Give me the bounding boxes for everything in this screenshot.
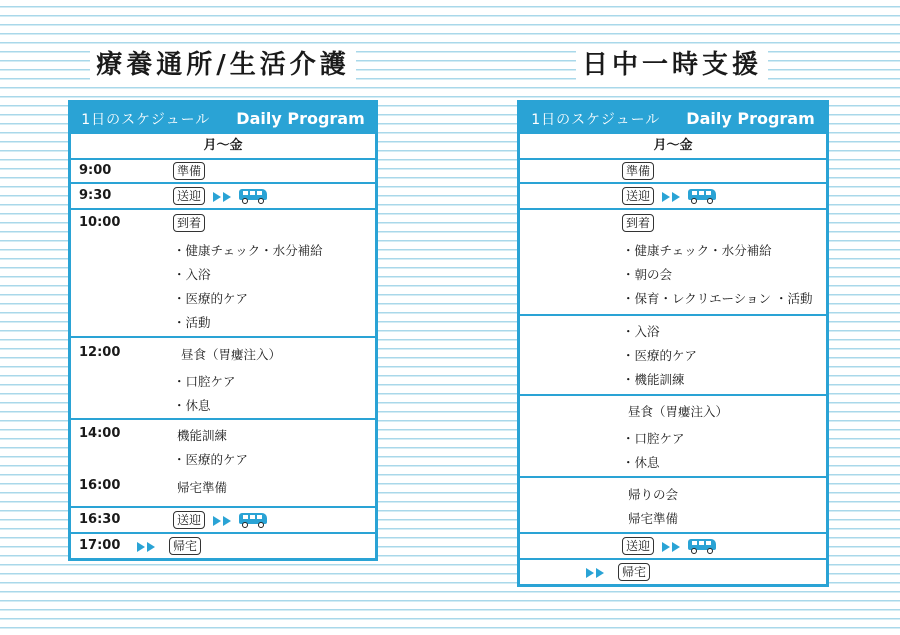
play-arrow-icon (586, 568, 604, 578)
schedule-row (520, 210, 826, 316)
time: 14:00 (79, 426, 121, 441)
table-header (520, 103, 826, 134)
activity-item: ・休息 (173, 398, 211, 413)
activity-item: ・医療的ケア (173, 291, 249, 306)
activity-item: ・活動 (173, 315, 211, 330)
days-label: 月～金 (520, 134, 826, 160)
schedule-row (71, 508, 375, 534)
activity-label: 機能訓練 (177, 428, 228, 443)
dropoff-box: 送迎 (622, 537, 654, 555)
activity-item: ・機能訓練 (622, 372, 685, 387)
schedule-row (520, 160, 826, 184)
activity-item: ・健康チェック・水分補給 (622, 243, 772, 258)
return-home-box: 帰宅 (169, 537, 201, 555)
dropoff-box: 送迎 (173, 511, 205, 529)
pickup-box: 送迎 (622, 187, 654, 205)
bus-icon (239, 189, 269, 204)
activity-item: ・入浴 (622, 324, 660, 339)
play-arrow-icon (137, 542, 155, 552)
time: 17:00 (79, 538, 121, 553)
activity-item: ・休息 (622, 455, 660, 470)
right-title: 日中一時支援 (517, 48, 827, 82)
schedule-row (71, 534, 375, 558)
play-arrow-icon (662, 192, 680, 202)
time: 16:00 (79, 478, 121, 493)
right-schedule-table (517, 100, 829, 587)
schedule-row (71, 338, 375, 420)
activity-item: ・入浴 (173, 267, 211, 282)
arrival-box: 到着 (173, 214, 205, 232)
activity-item: ・口腔ケア (622, 431, 685, 446)
play-arrow-icon (213, 192, 231, 202)
time: 9:30 (79, 188, 112, 203)
schedule-row (520, 560, 826, 584)
header-en: Daily Program (686, 109, 815, 128)
schedule-row (71, 420, 375, 508)
pickup-box: 送迎 (173, 187, 205, 205)
schedule-row (71, 210, 375, 338)
schedule-row (520, 184, 826, 210)
header-jp: 1日のスケジュール (81, 111, 211, 128)
play-arrow-icon (213, 516, 231, 526)
time: 12:00 (79, 345, 121, 360)
schedule-row (520, 534, 826, 560)
schedule-row (520, 478, 826, 534)
bus-icon (239, 513, 269, 528)
bus-icon (688, 189, 718, 204)
schedule-row (520, 396, 826, 478)
time: 10:00 (79, 215, 121, 230)
schedule-row (71, 184, 375, 210)
lunch-label: 昼食（胃瘻注入） (628, 404, 729, 419)
play-arrow-icon (662, 542, 680, 552)
left-schedule-table (68, 100, 378, 561)
lunch-label: 昼食（胃瘻注入） (181, 347, 282, 362)
time: 16:30 (79, 512, 121, 527)
header-en: Daily Program (236, 109, 365, 128)
time: 9:00 (79, 163, 112, 178)
header-jp: 1日のスケジュール (531, 111, 661, 128)
arrival-box: 到着 (622, 214, 654, 232)
left-title: 療養通所/生活介護 (68, 48, 378, 82)
prepare-box: 準備 (622, 162, 654, 180)
prepare-box: 準備 (173, 162, 205, 180)
activity-item: ・保育・レクリエーション ・活動 (622, 291, 813, 306)
activity-label: 帰宅準備 (628, 511, 679, 526)
schedule-row (520, 316, 826, 396)
activity-item: ・医療的ケア (173, 452, 249, 467)
activity-item: ・健康チェック・水分補給 (173, 243, 323, 258)
bus-icon (688, 539, 718, 554)
return-home-box: 帰宅 (618, 563, 650, 581)
activity-item: ・医療的ケア (622, 348, 698, 363)
table-header (71, 103, 375, 134)
activity-label: 帰宅準備 (177, 480, 228, 495)
activity-label: 帰りの会 (628, 487, 679, 502)
schedule-row (71, 160, 375, 184)
days-label: 月～金 (71, 134, 375, 160)
activity-item: ・口腔ケア (173, 374, 236, 389)
activity-item: ・朝の会 (622, 267, 673, 282)
